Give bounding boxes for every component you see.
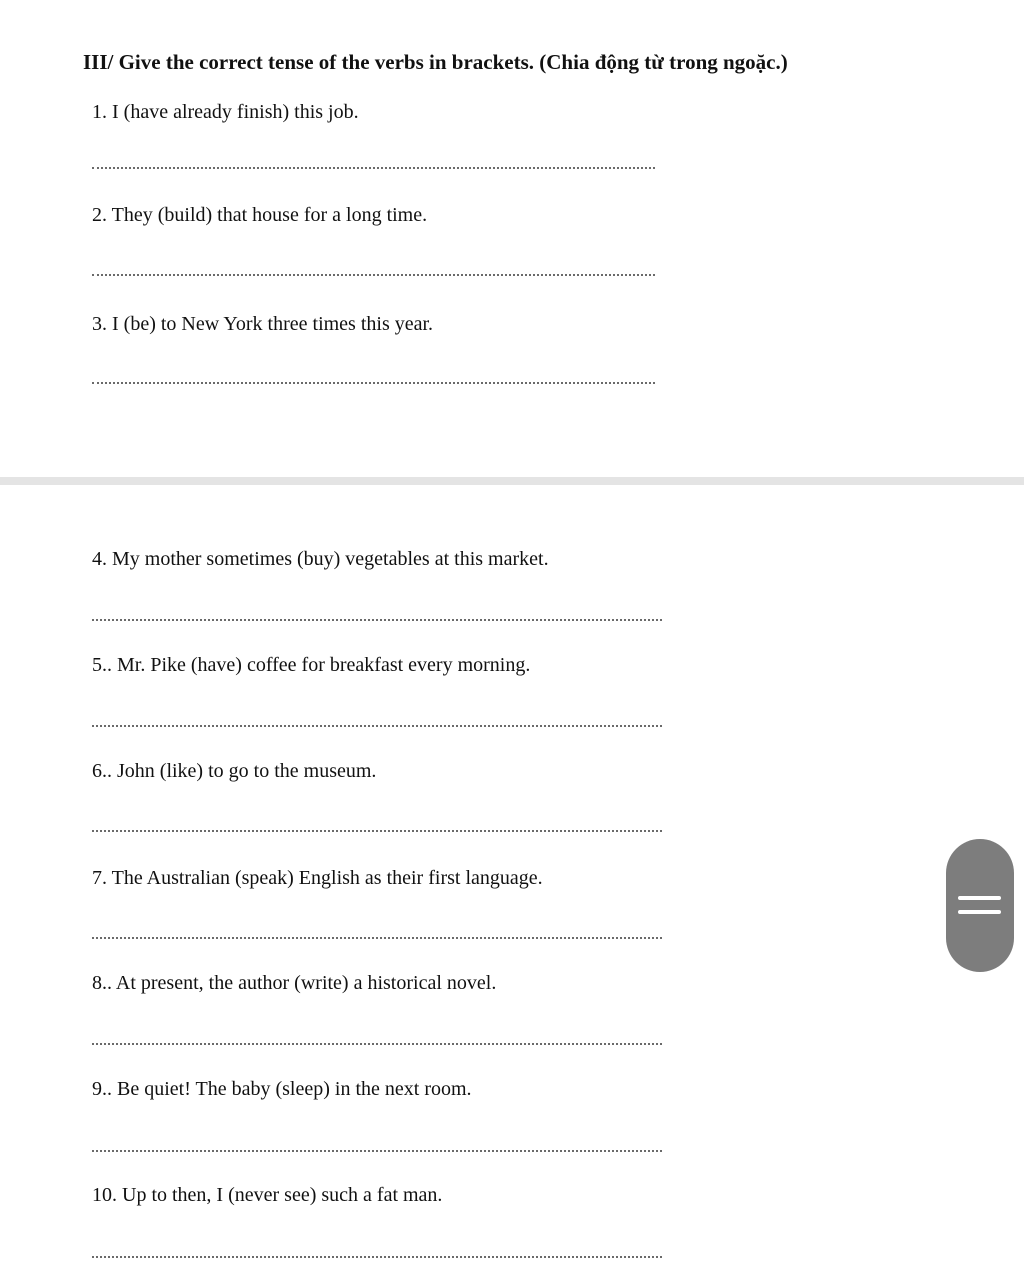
question-6: 6.. John (like) to go to the museum. <box>92 760 377 782</box>
answer-line-3[interactable] <box>92 382 655 384</box>
question-3: 3. I (be) to New York three times this year. <box>92 313 434 335</box>
page-divider <box>0 477 1024 485</box>
question-10: 10. Up to then, I (never see) such a fat man. <box>92 1184 443 1206</box>
answer-line-9[interactable] <box>92 1150 662 1152</box>
answer-line-7[interactable] <box>92 937 662 939</box>
answer-line-1[interactable] <box>92 167 655 169</box>
grip-line-top <box>958 896 1001 900</box>
question-4: 4. My mother sometimes (buy) vegetables at this market. <box>92 548 549 570</box>
question-7: 7. The Australian (speak) English as their first language. <box>92 867 543 889</box>
question-9: 9.. Be quiet! The baby (sleep) in the next room. <box>92 1078 472 1100</box>
answer-line-4[interactable] <box>92 619 662 621</box>
answer-line-2[interactable] <box>92 274 655 276</box>
question-8: 8.. At present, the author (write) a historical novel. <box>92 972 497 994</box>
grip-line-bottom <box>958 910 1001 914</box>
answer-line-5[interactable] <box>92 725 662 727</box>
answer-line-6[interactable] <box>92 830 662 832</box>
question-2: 2. They (build) that house for a long time. <box>92 204 428 226</box>
answer-line-8[interactable] <box>92 1043 662 1045</box>
question-1: 1. I (have already finish) this job. <box>92 101 359 123</box>
answer-line-10[interactable] <box>92 1256 662 1258</box>
question-5: 5.. Mr. Pike (have) coffee for breakfast every morning. <box>92 654 531 676</box>
exercise-heading: III/ Give the correct tense of the verbs in brackets. (Chia động từ trong ngoặc.) <box>83 50 788 74</box>
